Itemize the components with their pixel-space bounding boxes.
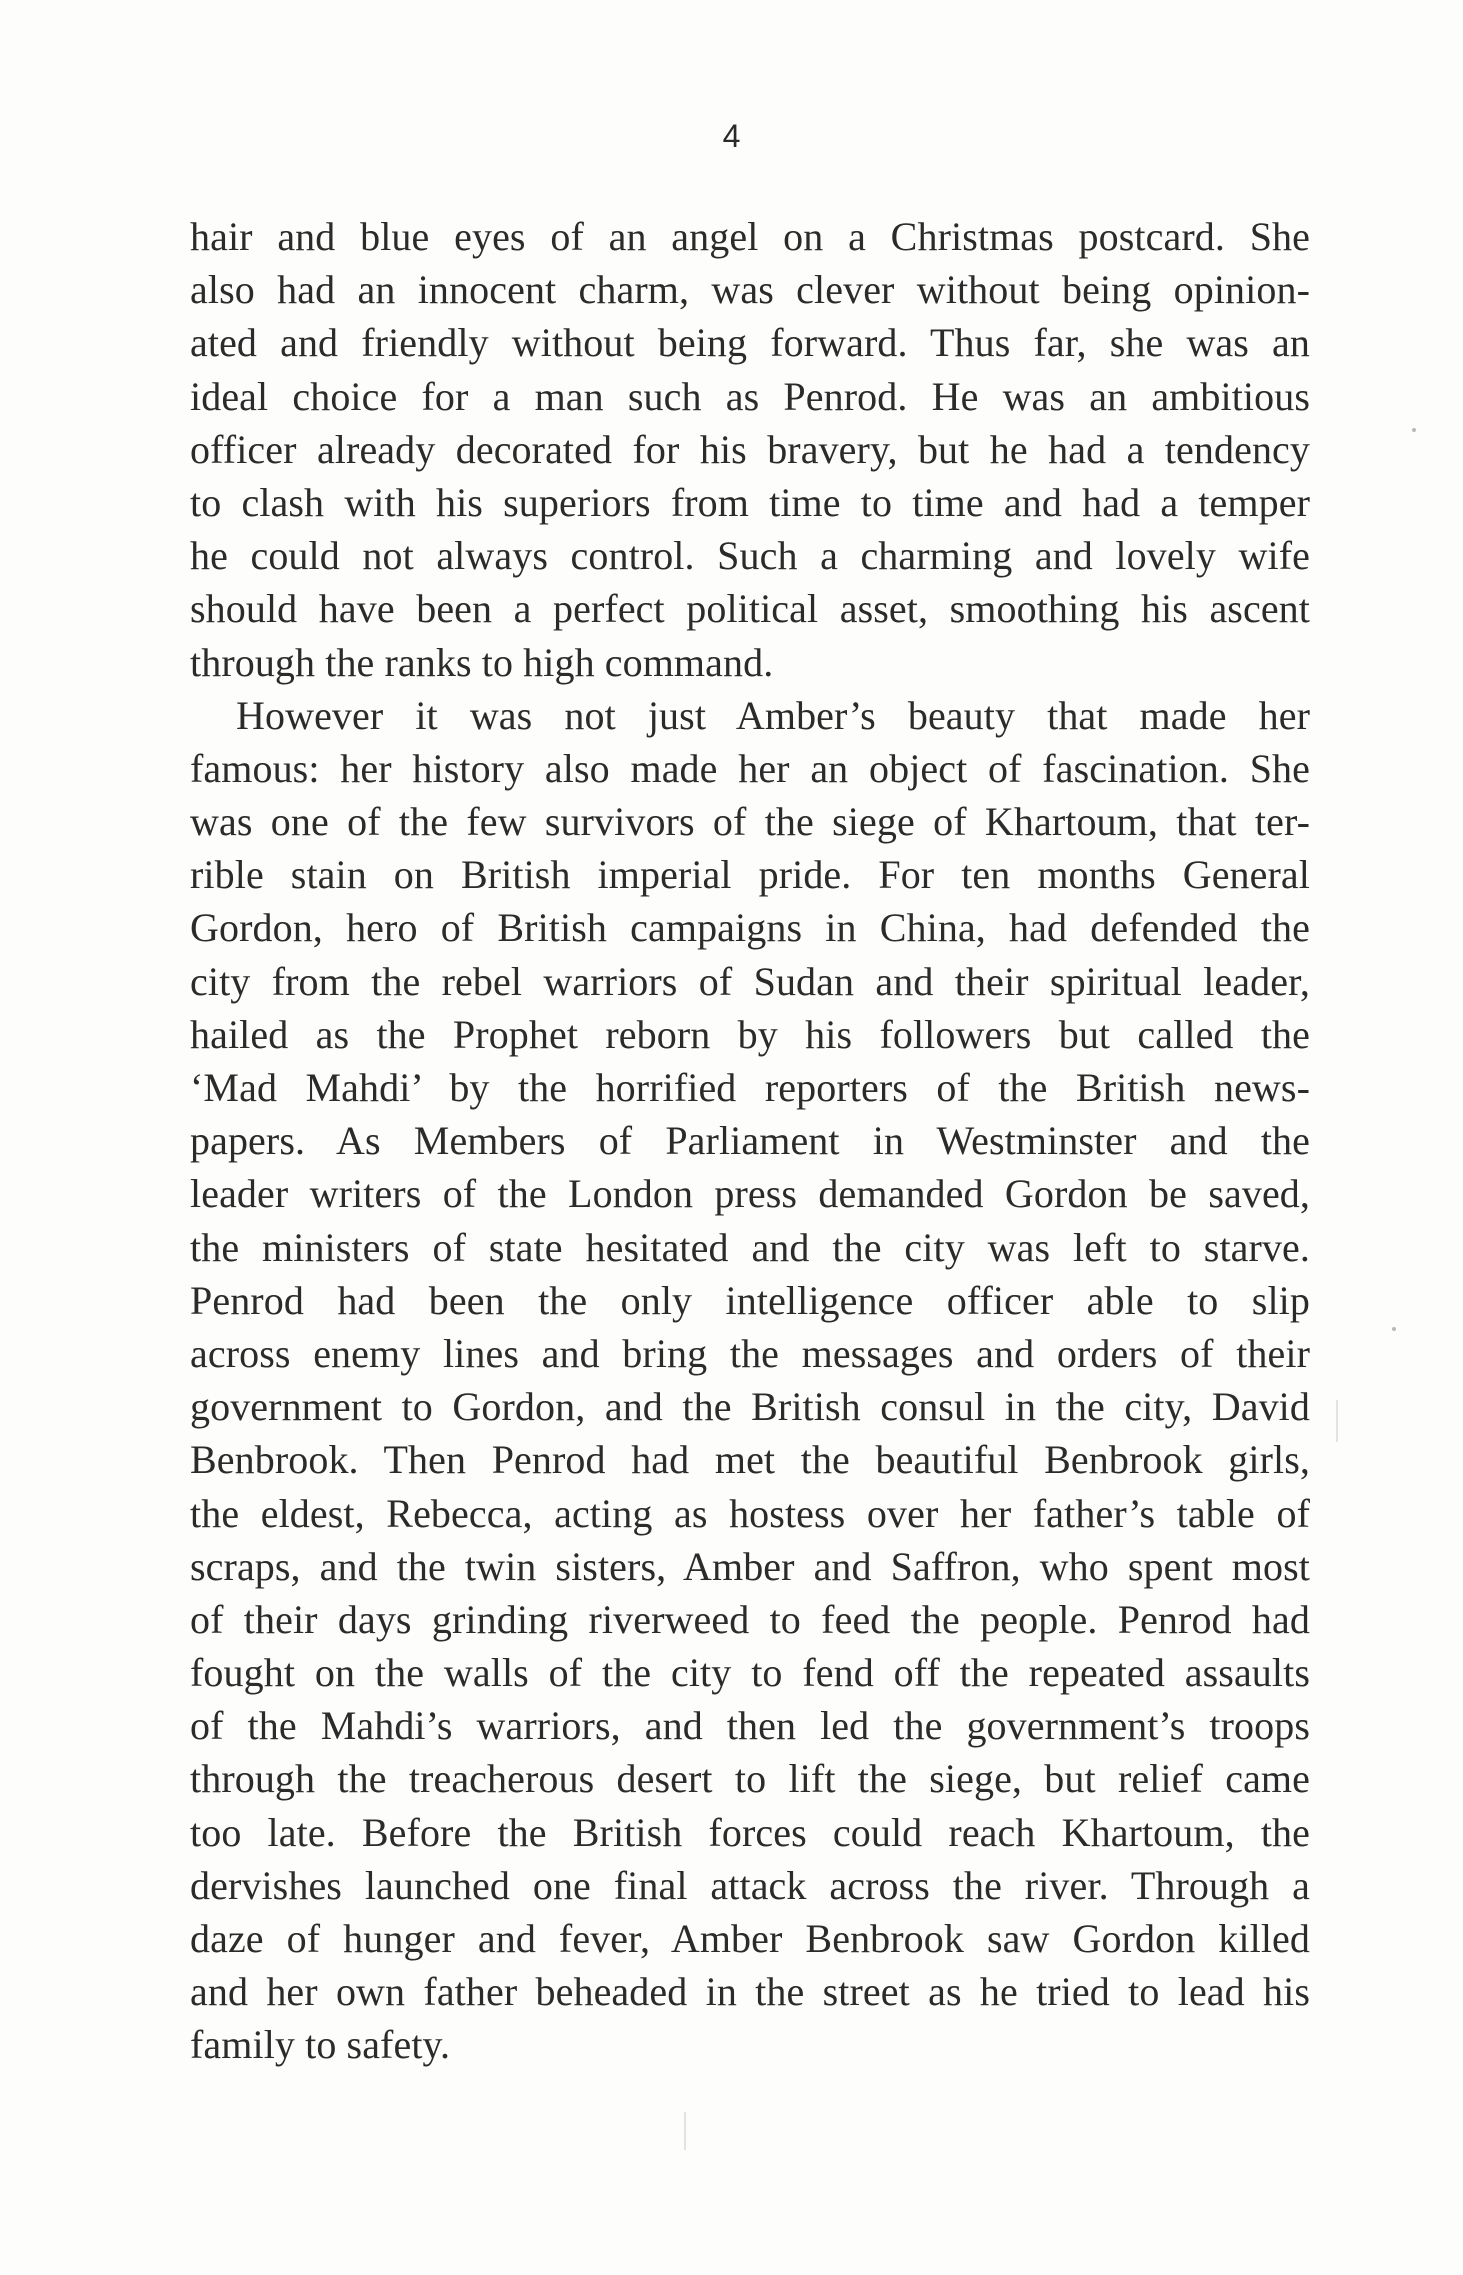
text-line: ‘Mad Mahdi’ by the horrified reporters of the British news-: [190, 1065, 1310, 1110]
scan-speck: [1392, 1327, 1396, 1331]
text-line: of the Mahdi’s warriors, and then led the government’s troops: [190, 1703, 1310, 1749]
paragraph-1: [190, 210, 1310, 689]
text-line: to clash with his superiors from time to time and had a temper: [190, 479, 1310, 525]
text-line: of their days grinding riverweed to feed the people. Penrod had: [190, 1596, 1310, 1642]
scan-mark: [684, 2112, 686, 2150]
text-line: city from the rebel warriors of Sudan and their spiritual leader,: [190, 958, 1310, 1004]
text-line: officer already decorated for his bravery, but he had a tendency: [190, 426, 1310, 472]
text-line: ideal choice for a man such as Penrod. He was an ambitious: [190, 373, 1310, 419]
text-line: he could not always control. Such a charming and lovely wife: [190, 533, 1310, 579]
text-line: famous: her history also made her an object of fascination. She: [190, 745, 1310, 791]
body-text: [190, 210, 1310, 2072]
text-line: was one of the few survivors of the siege of Khartoum, that ter-: [190, 799, 1310, 845]
text-line: government to Gordon, and the British consul in the city, David: [190, 1384, 1310, 1430]
text-line: through the treacherous desert to lift the siege, but relief came: [190, 1756, 1310, 1802]
text-line: ated and friendly without being forward. Thus far, she was an: [190, 320, 1310, 366]
text-line: too late. Before the British forces could reach Khartoum, the: [190, 1809, 1310, 1855]
text-line: leader writers of the London press demanded Gordon be saved,: [190, 1171, 1310, 1217]
text-line: dervishes launched one final attack across the river. Through a: [190, 1862, 1310, 1908]
text-line: hailed as the Prophet reborn by his followers but called the: [190, 1011, 1310, 1057]
text-line: Gordon, hero of British campaigns in China, had defended the: [190, 905, 1310, 951]
text-line: should have been a perfect political asset, smoothing his ascent: [190, 586, 1310, 632]
text-line: Penrod had been the only intelligence officer able to slip: [190, 1277, 1310, 1323]
scan-speck: [1412, 428, 1416, 432]
text-line: daze of hunger and fever, Amber Benbrook saw Gordon killed: [190, 1916, 1310, 1961]
text-line: hair and blue eyes of an angel on a Christmas postcard. She: [190, 214, 1310, 259]
text-line: the eldest, Rebecca, acting as hostess over her father’s table of: [190, 1490, 1310, 1536]
text-line: through the ranks to high command.: [190, 639, 774, 685]
scan-mark: [1336, 1400, 1338, 1442]
text-line: papers. As Members of Parliament in Westminster and the: [190, 1118, 1310, 1164]
text-line: rible stain on British imperial pride. For ten months General: [190, 852, 1310, 898]
text-line: scraps, and the twin sisters, Amber and Saffron, who spent most: [190, 1543, 1310, 1589]
page-number: 4: [722, 118, 741, 154]
text-line: the ministers of state hesitated and the city was left to starve.: [190, 1224, 1310, 1270]
text-line: across enemy lines and bring the messages and orders of their: [190, 1330, 1310, 1376]
text-line: family to safety.: [190, 2022, 451, 2068]
text-line: also had an innocent charm, was clever without being opinion-: [190, 267, 1310, 313]
text-line: Benbrook. Then Penrod had met the beautiful Benbrook girls,: [190, 1437, 1310, 1483]
paragraph-2: [190, 689, 1310, 2072]
text-line: However it was not just Amber’s beauty that made her: [236, 692, 1310, 738]
text-line: and her own father beheaded in the street as he tried to lead his: [190, 1969, 1310, 2015]
text-line: fought on the walls of the city to fend off the repeated assaults: [190, 1650, 1310, 1696]
